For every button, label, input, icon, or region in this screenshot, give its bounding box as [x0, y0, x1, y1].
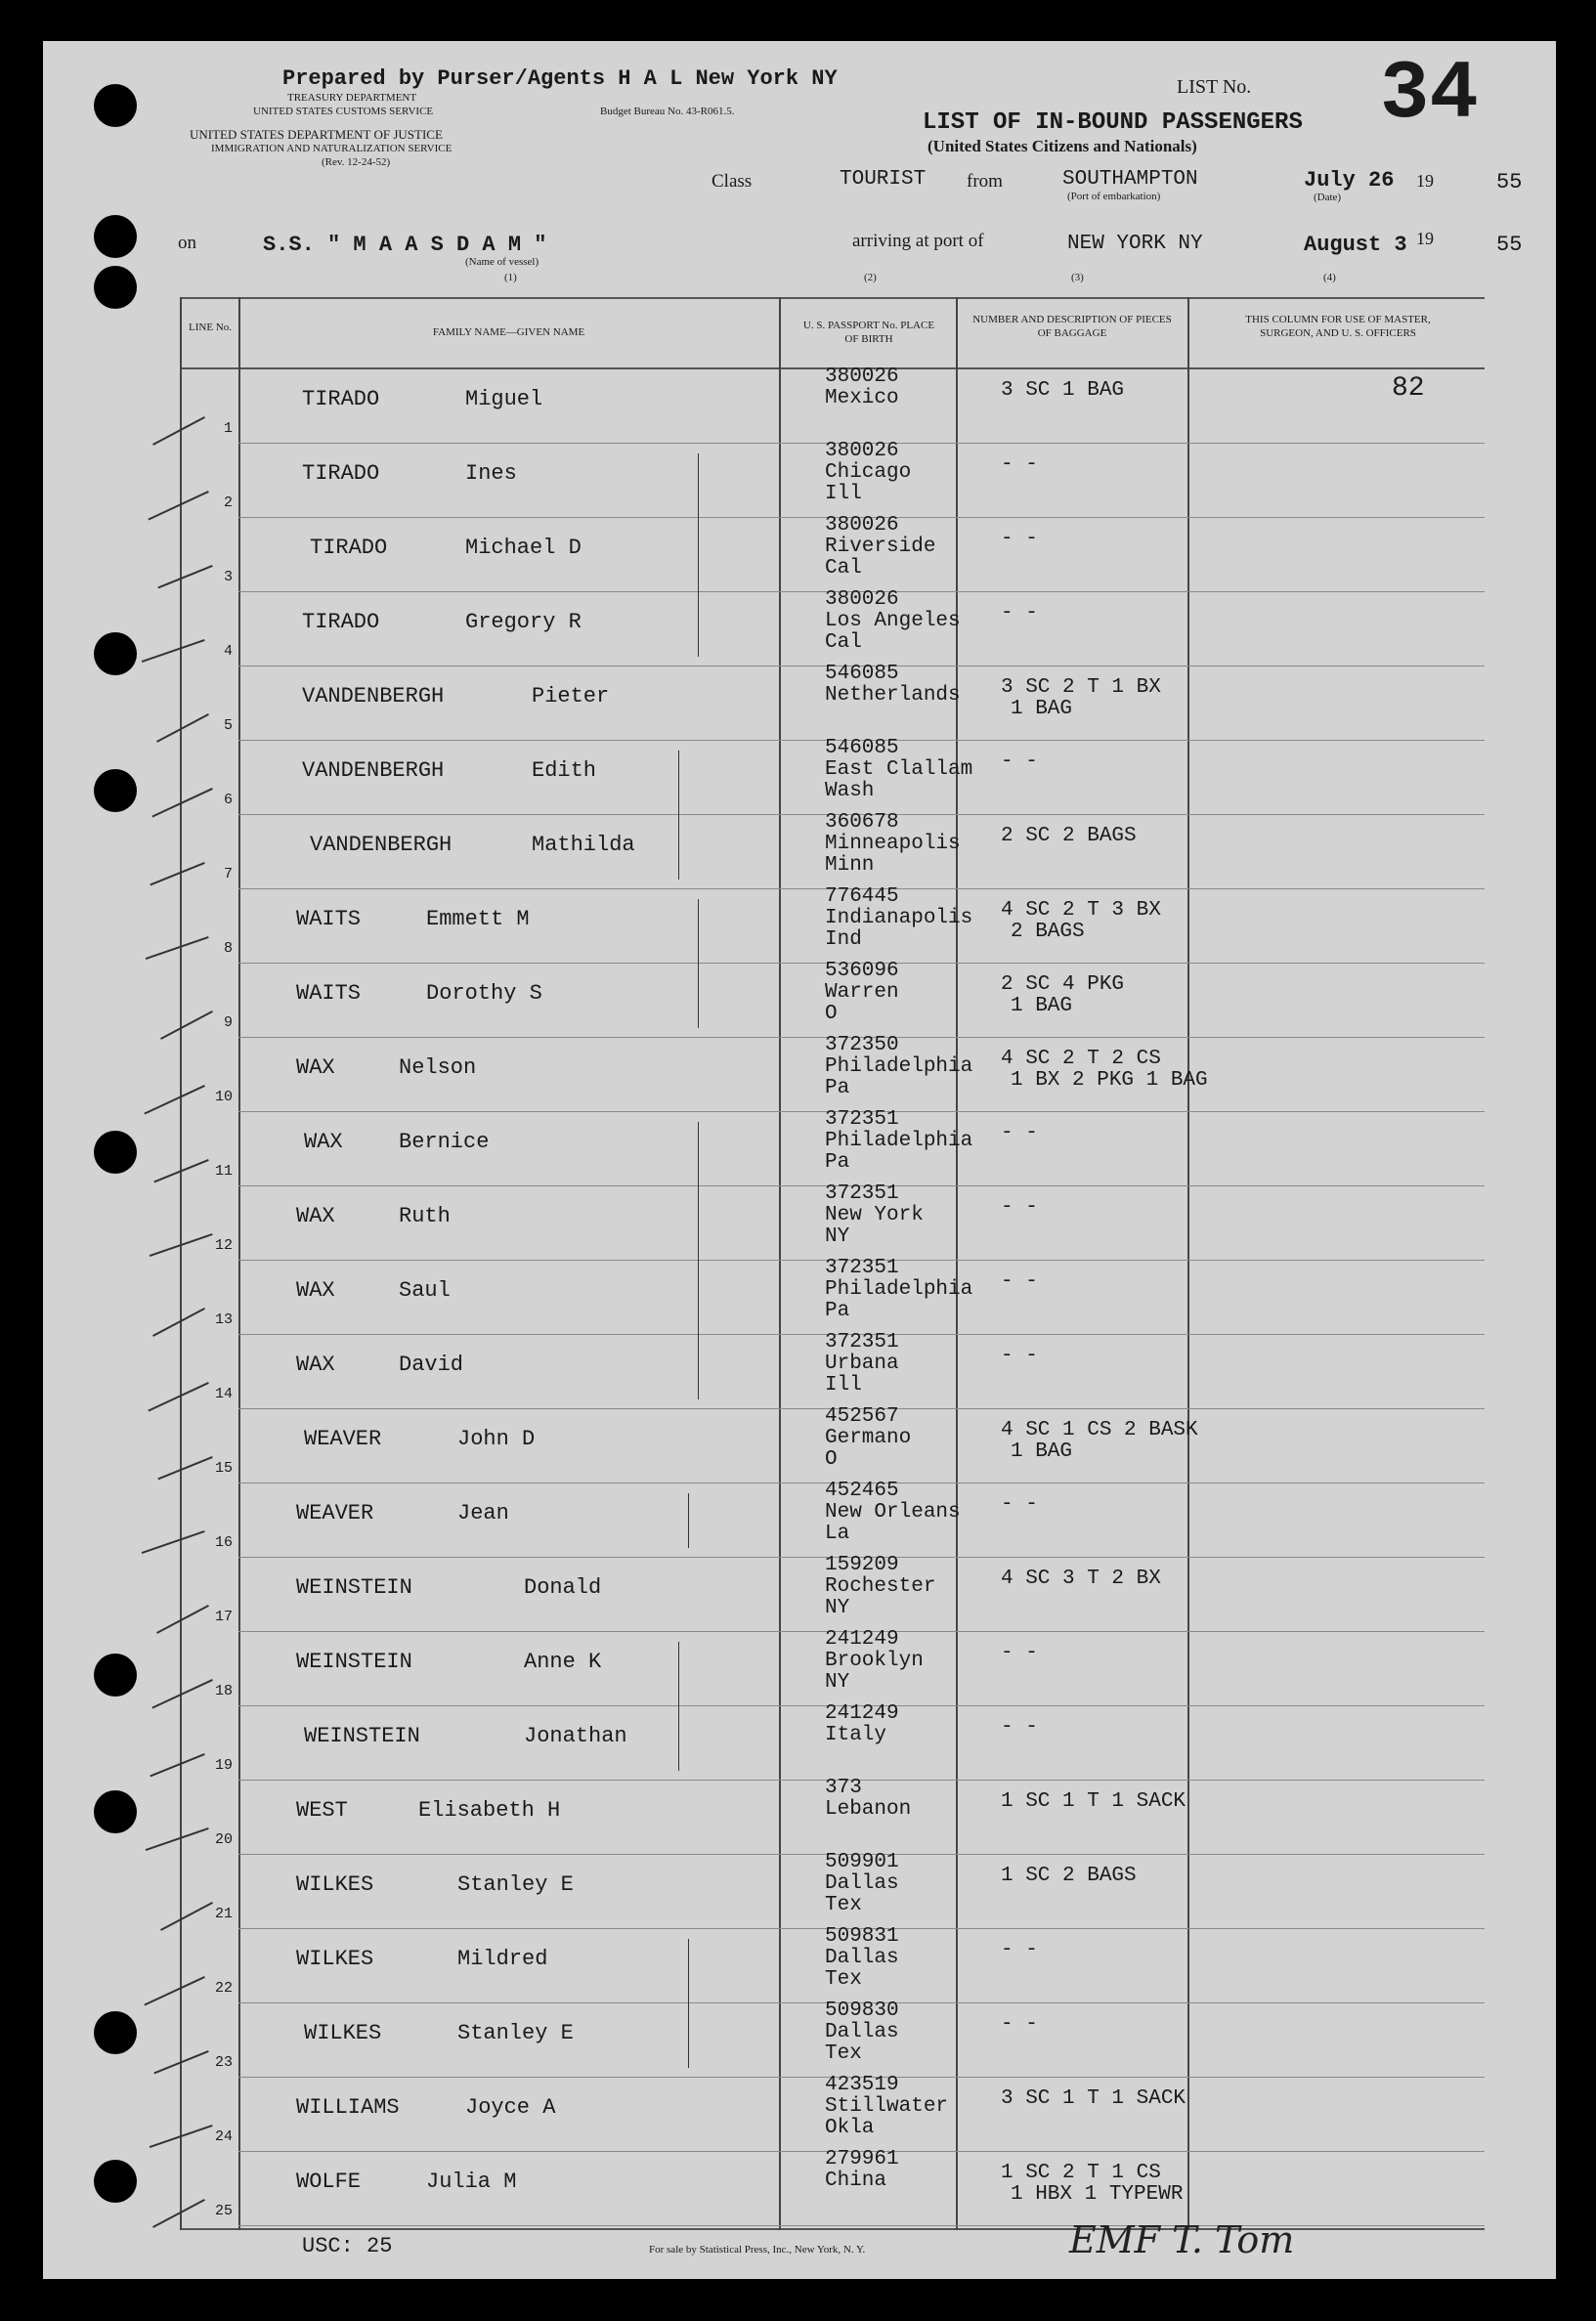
row-birthplace-state: NY: [825, 1225, 850, 1248]
row-baggage: - -: [1001, 1716, 1038, 1739]
row-birthplace: Mexico: [825, 387, 899, 409]
row-birthplace-state: Pa: [825, 1151, 850, 1174]
row-birthplace: Los Angeles: [825, 610, 961, 632]
family-bracket-line: [698, 453, 699, 657]
row-surname: WEINSTEIN: [304, 1724, 420, 1748]
date-caption: (Date): [1314, 192, 1342, 203]
row-given-name: Gregory R: [465, 610, 582, 634]
row-baggage: - -: [1001, 1642, 1038, 1664]
col-header-passport: U. S. PASSPORT No. PLACE OF BIRTH: [802, 320, 935, 345]
vessel-caption: (Name of vessel): [465, 256, 539, 268]
manifest-page: [43, 41, 1556, 2279]
row-passport-no: 546085: [825, 663, 899, 685]
row-passport-no: 159209: [825, 1554, 899, 1576]
from-label: from: [967, 171, 1003, 192]
embark-date: July 26: [1304, 168, 1395, 193]
port-embark-caption: (Port of embarkation): [1067, 191, 1161, 202]
row-passport-no: 241249: [825, 1628, 899, 1651]
row-birthplace-state: Okla: [825, 2117, 875, 2139]
row-baggage: 4 SC 2 T 3 BX: [1001, 899, 1161, 922]
row-line-number: 16: [214, 1534, 233, 1551]
year-prefix-2: 19: [1416, 229, 1434, 248]
col-header-name: FAMILY NAME—GIVEN NAME: [432, 326, 585, 338]
row-birthplace-state: NY: [825, 1671, 850, 1694]
row-surname: WILKES: [304, 2021, 382, 2045]
row-passport-no: 452465: [825, 1480, 899, 1502]
row-baggage: - -: [1001, 1939, 1038, 1961]
row-given-name: David: [399, 1353, 464, 1377]
row-baggage: 3 SC 1 T 1 SACK: [1001, 2087, 1186, 2110]
row-birthplace: Brooklyn: [825, 1650, 924, 1672]
row-line-number: 20: [214, 1831, 233, 1848]
vessel-name: S.S. " M A A S D A M ": [263, 233, 547, 257]
row-birthplace: East Clallam: [825, 758, 973, 781]
rev-label: (Rev. 12-24-52): [322, 156, 391, 168]
row-baggage: 3 SC 2 T 1 BX: [1001, 676, 1161, 699]
row-birthplace-state: Ind: [825, 928, 862, 951]
row-passport-no: 776445: [825, 885, 899, 908]
row-baggage: - -: [1001, 1122, 1038, 1144]
row-surname: VANDENBERGH: [302, 758, 445, 783]
row-surname: WAX: [296, 1278, 335, 1303]
punch-hole-icon: [94, 769, 137, 812]
row-line-number: 8: [223, 940, 233, 957]
row-passport-no: 373: [825, 1777, 862, 1799]
row-birthplace: Chicago: [825, 461, 912, 484]
row-birthplace: Dallas: [825, 1872, 899, 1895]
row-birthplace: Riverside: [825, 536, 936, 558]
row-surname: WEAVER: [304, 1427, 382, 1451]
col-ref-4: (4): [1323, 272, 1336, 283]
row-baggage: 2 SC 2 BAGS: [1001, 825, 1137, 847]
row-birthplace-state: Pa: [825, 1300, 850, 1322]
family-bracket-line: [698, 1122, 699, 1399]
arriving-label: arriving at port of: [852, 231, 984, 251]
row-baggage: - -: [1001, 751, 1038, 773]
col-divider: [956, 297, 958, 2230]
year-prefix: 19: [1416, 171, 1434, 191]
row-baggage: 4 SC 1 CS 2 BASK: [1001, 1419, 1198, 1441]
row-baggage: 4 SC 2 T 2 CS: [1001, 1048, 1161, 1070]
row-line-number: 12: [214, 1237, 233, 1254]
row-officer-note: 82: [1392, 373, 1425, 404]
arrival-year: 55: [1496, 233, 1523, 257]
row-surname: WEINSTEIN: [296, 1650, 412, 1674]
row-birthplace: Germano: [825, 1427, 912, 1449]
row-birthplace-state: Cal: [825, 631, 862, 654]
row-given-name: Mildred: [457, 1947, 548, 1971]
family-bracket-line: [688, 1939, 689, 2068]
col-ref-2: (2): [864, 272, 877, 283]
row-birthplace: Philadelphia: [825, 1055, 973, 1078]
row-given-name: Ruth: [399, 1204, 451, 1228]
row-birthplace-state: Cal: [825, 557, 862, 580]
family-bracket-line: [688, 1493, 689, 1548]
family-bracket-line: [678, 751, 679, 880]
row-surname: WEST: [296, 1798, 348, 1823]
row-birthplace: Philadelphia: [825, 1130, 973, 1152]
row-line-number: 10: [214, 1089, 233, 1105]
row-given-name: Pieter: [532, 684, 610, 709]
row-passport-no: 423519: [825, 2074, 899, 2096]
arrival-date: August 3: [1304, 233, 1407, 257]
row-baggage: - -: [1001, 1345, 1038, 1367]
row-baggage: - -: [1001, 1270, 1038, 1293]
row-baggage-extra: 2 BAGS: [1011, 921, 1085, 943]
row-baggage: 1 SC 2 T 1 CS: [1001, 2162, 1161, 2184]
row-passport-no: 279961: [825, 2148, 899, 2171]
row-birthplace: Warren: [825, 981, 899, 1004]
punch-hole-icon: [94, 632, 137, 675]
row-surname: WILLIAMS: [296, 2095, 400, 2120]
row-line-number: 25: [214, 2203, 233, 2219]
row-passport-no: 509901: [825, 1851, 899, 1873]
row-birthplace: China: [825, 2170, 887, 2192]
row-birthplace-state: Tex: [825, 1968, 862, 1991]
row-line-number: 2: [223, 494, 233, 511]
row-birthplace-state: O: [825, 1003, 838, 1025]
row-given-name: Jean: [457, 1501, 509, 1526]
row-surname: WAX: [304, 1130, 343, 1154]
row-passport-no: 509831: [825, 1925, 899, 1948]
row-baggage-extra: 1 HBX 1 TYPEWR: [1011, 2183, 1184, 2206]
col-ref-3: (3): [1071, 272, 1084, 283]
row-birthplace: Minneapolis: [825, 833, 961, 855]
row-baggage: - -: [1001, 2013, 1038, 2036]
row-rule: [238, 2225, 1485, 2226]
row-given-name: Saul: [399, 1278, 451, 1303]
row-baggage-extra: 1 BX 2 PKG 1 BAG: [1011, 1069, 1208, 1092]
row-passport-no: 372350: [825, 1034, 899, 1056]
row-given-name: John D: [457, 1427, 536, 1451]
row-line-number: 6: [223, 792, 233, 808]
table-top-border: [180, 297, 1485, 299]
row-passport-no: 452567: [825, 1405, 899, 1428]
budget-label: Budget Bureau No. 43-R061.5.: [600, 106, 735, 117]
row-given-name: Mathilda: [532, 833, 635, 857]
row-given-name: Ines: [465, 461, 517, 486]
row-surname: TIRADO: [302, 461, 380, 486]
family-bracket-line: [678, 1642, 679, 1771]
row-given-name: Stanley E: [457, 1872, 574, 1897]
prepared-by: Prepared by Purser/Agents H A L New York NY: [282, 66, 838, 91]
row-birthplace-state: Ill: [825, 1374, 862, 1397]
row-baggage: - -: [1001, 602, 1038, 624]
row-given-name: Joyce A: [465, 2095, 556, 2120]
row-passport-no: 360678: [825, 811, 899, 834]
row-passport-no: 509830: [825, 1999, 899, 2022]
row-baggage: 3 SC 1 BAG: [1001, 379, 1125, 402]
row-line-number: 13: [214, 1311, 233, 1328]
row-birthplace: Urbana: [825, 1353, 899, 1375]
punch-hole-icon: [94, 2160, 137, 2203]
row-line-number: 21: [214, 1906, 233, 1922]
row-given-name: Donald: [524, 1575, 602, 1600]
passenger-count: USC: 25: [302, 2234, 393, 2258]
row-given-name: Julia M: [426, 2170, 517, 2194]
row-surname: TIRADO: [310, 536, 388, 560]
row-baggage: 4 SC 3 T 2 BX: [1001, 1568, 1161, 1590]
row-line-number: 23: [214, 2054, 233, 2071]
col-divider: [238, 297, 240, 2230]
row-birthplace-state: Tex: [825, 2042, 862, 2065]
treasury-label: TREASURY DEPARTMENT: [287, 92, 417, 104]
row-birthplace: Philadelphia: [825, 1278, 973, 1301]
row-passport-no: 372351: [825, 1182, 899, 1205]
officer-signature: EMF T. Tom: [1069, 2218, 1295, 2261]
row-line-number: 5: [223, 717, 233, 734]
col-header-officers: THIS COLUMN FOR USE OF MASTER, SURGEON, AND U. S. OFFICERS: [1245, 314, 1431, 339]
row-birthplace-state: La: [825, 1523, 850, 1545]
justice-label: UNITED STATES DEPARTMENT OF JUSTICE: [190, 127, 443, 142]
class-label: Class: [712, 171, 753, 192]
row-baggage: 1 SC 2 BAGS: [1001, 1865, 1137, 1887]
punch-hole-icon: [94, 1790, 137, 1833]
row-line-number: 24: [214, 2128, 233, 2145]
row-surname: WEAVER: [296, 1501, 374, 1526]
punch-hole-icon: [94, 266, 137, 309]
row-line-number: 15: [214, 1460, 233, 1477]
row-line-number: 9: [223, 1014, 233, 1031]
port-of-arrival: NEW YORK NY: [1067, 233, 1203, 255]
row-passport-no: 380026: [825, 514, 899, 537]
row-given-name: Stanley E: [457, 2021, 574, 2045]
row-surname: VANDENBERGH: [310, 833, 453, 857]
col-header-baggage: NUMBER AND DESCRIPTION OF PIECES OF BAGGAGE: [972, 314, 1172, 339]
row-passport-no: 380026: [825, 365, 899, 388]
row-birthplace-state: Pa: [825, 1077, 850, 1099]
row-birthplace-state: Tex: [825, 1894, 862, 1916]
row-birthplace: New York: [825, 1204, 924, 1226]
row-baggage-extra: 1 BAG: [1011, 1440, 1073, 1463]
row-baggage: - -: [1001, 1493, 1038, 1516]
row-baggage: 1 SC 1 T 1 SACK: [1001, 1790, 1186, 1813]
row-given-name: Bernice: [399, 1130, 490, 1154]
row-birthplace: Stillwater: [825, 2095, 949, 2118]
row-baggage-extra: 1 BAG: [1011, 995, 1073, 1017]
row-birthplace-state: NY: [825, 1597, 850, 1619]
row-birthplace: New Orleans: [825, 1501, 961, 1524]
row-baggage: - -: [1001, 1196, 1038, 1219]
row-surname: WILKES: [296, 1947, 374, 1971]
row-given-name: Michael D: [465, 536, 582, 560]
row-surname: WILKES: [296, 1872, 374, 1897]
row-surname: VANDENBERGH: [302, 684, 445, 709]
list-title: LIST OF IN-BOUND PASSENGERS: [923, 109, 1303, 136]
row-baggage: - -: [1001, 528, 1038, 550]
punch-hole-icon: [94, 1654, 137, 1697]
row-given-name: Anne K: [524, 1650, 602, 1674]
row-line-number: 22: [214, 1980, 233, 1997]
col-divider: [779, 297, 781, 2230]
row-birthplace: Lebanon: [825, 1798, 912, 1821]
row-baggage-extra: 1 BAG: [1011, 698, 1073, 720]
row-birthplace-state: Wash: [825, 780, 875, 802]
row-line-number: 18: [214, 1683, 233, 1699]
row-line-number: 11: [214, 1163, 233, 1180]
row-line-number: 19: [214, 1757, 233, 1774]
col-divider: [180, 297, 182, 2230]
printer-note: For sale by Statistical Press, Inc., New York, N. Y.: [649, 2244, 866, 2256]
embark-year: 55: [1496, 170, 1523, 194]
row-birthplace-state: Ill: [825, 483, 862, 505]
col-divider: [1187, 297, 1189, 2230]
row-birthplace-state: Minn: [825, 854, 875, 877]
row-given-name: Nelson: [399, 1055, 477, 1080]
port-of-embarkation: SOUTHAMPTON: [1062, 168, 1198, 191]
row-line-number: 1: [223, 420, 233, 437]
row-birthplace: Indianapolis: [825, 907, 973, 929]
row-given-name: Elisabeth H: [418, 1798, 561, 1823]
row-passport-no: 380026: [825, 440, 899, 462]
row-birthplace: Netherlands: [825, 684, 961, 707]
row-surname: TIRADO: [302, 387, 380, 411]
row-passport-no: 372351: [825, 1331, 899, 1354]
col-ref-1: (1): [504, 272, 517, 283]
row-surname: TIRADO: [302, 610, 380, 634]
row-baggage: - -: [1001, 453, 1038, 476]
row-birthplace: Dallas: [825, 2021, 899, 2043]
ins-label: IMMIGRATION AND NATURALIZATION SERVICE: [211, 143, 453, 154]
row-given-name: Miguel: [465, 387, 543, 411]
row-surname: WAITS: [296, 907, 362, 931]
row-surname: WAX: [296, 1055, 335, 1080]
punch-hole-icon: [94, 2011, 137, 2054]
row-passport-no: 372351: [825, 1257, 899, 1279]
family-bracket-line: [698, 899, 699, 1028]
row-given-name: Emmett M: [426, 907, 530, 931]
row-birthplace-state: O: [825, 1448, 838, 1471]
row-line-number: 14: [214, 1386, 233, 1402]
row-line-number: 3: [223, 569, 233, 585]
row-given-name: Dorothy S: [426, 981, 542, 1006]
row-given-name: Edith: [532, 758, 597, 783]
punch-hole-icon: [94, 215, 137, 258]
row-passport-no: 380026: [825, 588, 899, 611]
row-birthplace: Italy: [825, 1724, 887, 1746]
list-no-label: LIST No.: [1177, 76, 1252, 98]
on-label: on: [178, 233, 196, 253]
row-surname: WAX: [296, 1353, 335, 1377]
row-surname: WAITS: [296, 981, 362, 1006]
row-given-name: Jonathan: [524, 1724, 627, 1748]
row-line-number: 17: [214, 1609, 233, 1625]
row-birthplace: Rochester: [825, 1575, 936, 1598]
row-line-number: 7: [223, 866, 233, 882]
col-header-line-no: LINE No.: [189, 322, 232, 333]
row-birthplace: Dallas: [825, 1947, 899, 1969]
row-surname: WAX: [296, 1204, 335, 1228]
punch-hole-icon: [94, 1131, 137, 1174]
row-line-number: 4: [223, 643, 233, 660]
list-no: 34: [1380, 49, 1479, 142]
row-passport-no: 372351: [825, 1108, 899, 1131]
row-passport-no: 536096: [825, 960, 899, 982]
class-value: TOURIST: [840, 168, 927, 191]
customs-label: UNITED STATES CUSTOMS SERVICE: [253, 106, 434, 117]
punch-hole-icon: [94, 84, 137, 127]
row-passport-no: 241249: [825, 1702, 899, 1725]
row-passport-no: 546085: [825, 737, 899, 759]
row-surname: WEINSTEIN: [296, 1575, 412, 1600]
row-surname: WOLFE: [296, 2170, 362, 2194]
list-subtitle: (United States Citizens and Nationals): [927, 137, 1197, 155]
row-baggage: 2 SC 4 PKG: [1001, 973, 1125, 996]
